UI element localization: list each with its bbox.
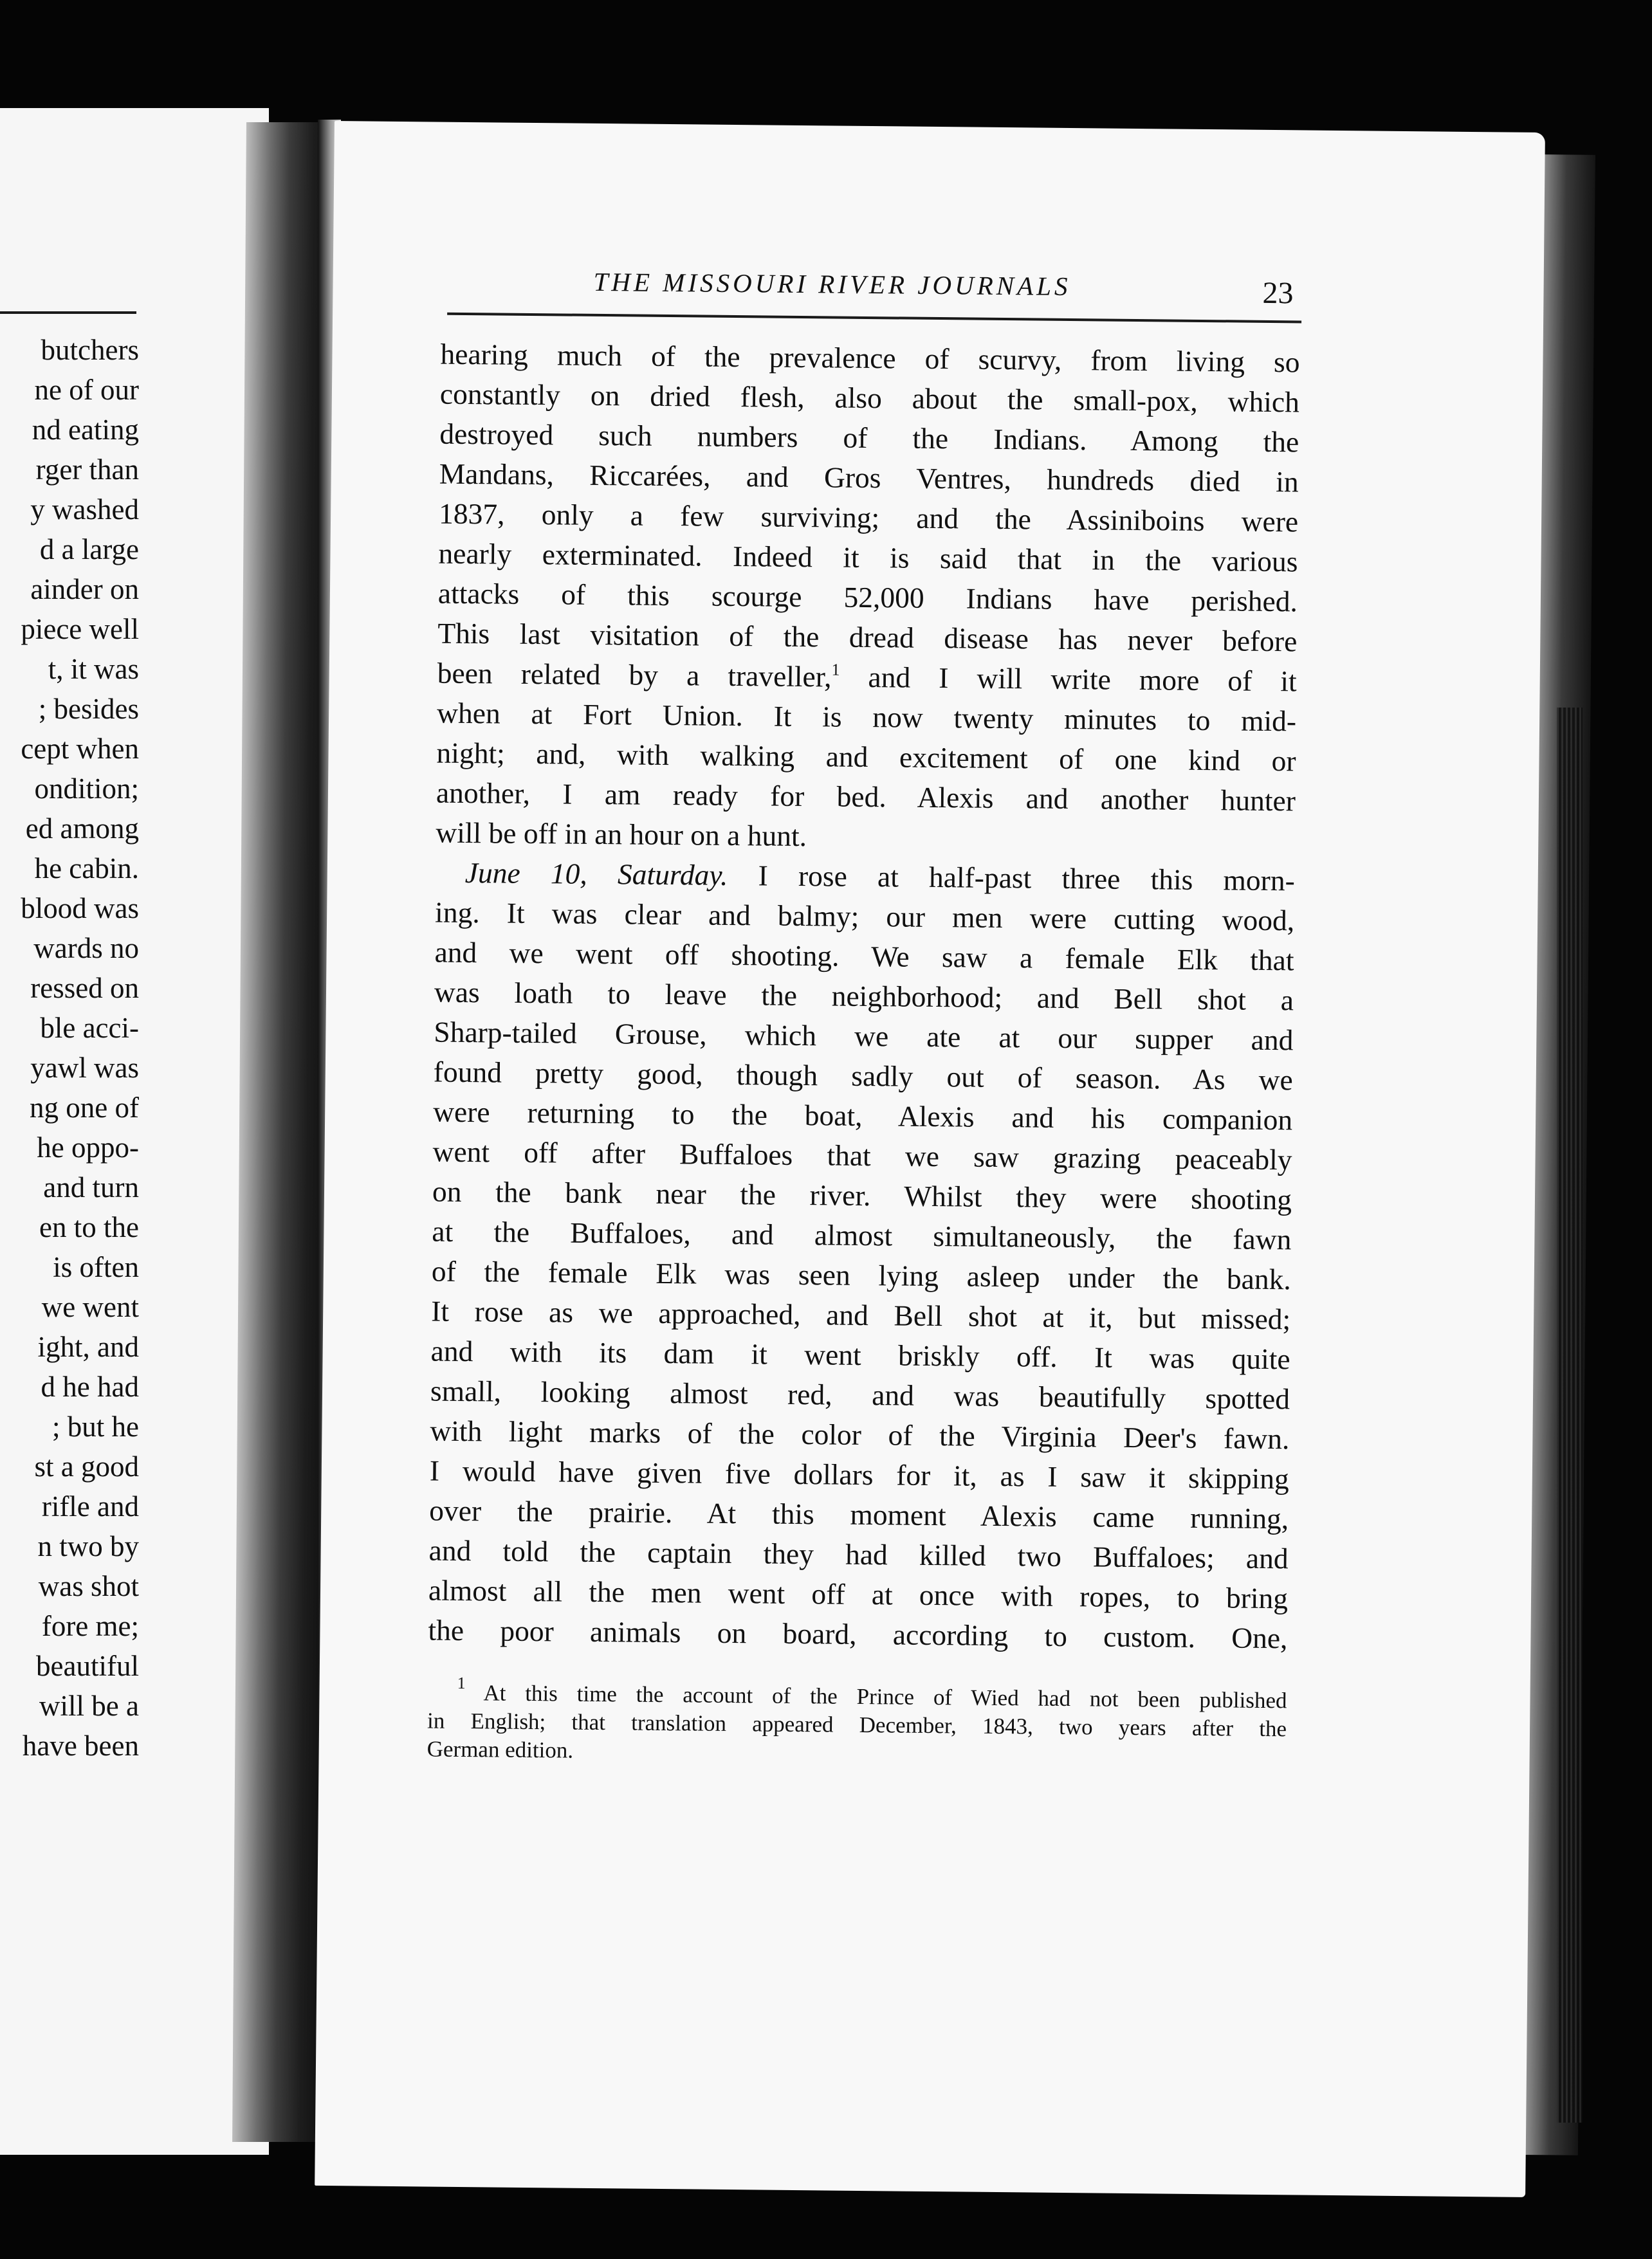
left-text-line: beautiful [36, 1650, 139, 1682]
left-text-line: blood was [21, 892, 139, 924]
footnote [427, 1673, 1287, 1772]
text-line: destroyed such numbers of the Indians. Among the [439, 417, 1299, 459]
left-header-rule [0, 311, 136, 314]
left-text-line: ed among [25, 812, 139, 845]
left-text-line: yawl was [30, 1052, 139, 1084]
text-line: on the bank near the river. Whilst they were shooting [432, 1175, 1292, 1216]
left-text-line: wards no [33, 932, 139, 964]
page-number: 23 [1262, 275, 1294, 311]
text-line: will be off in an hour on a hunt. [436, 816, 807, 853]
text-line: night; and, with walking and excitement of one kind or [436, 736, 1296, 778]
text-line: found pretty good, though sadly out of season. As we [433, 1055, 1294, 1097]
text-line: small, looking almost red, and was beautifully spotted [430, 1374, 1290, 1416]
text-line: and told the captain they had killed two Buffaloes; and [428, 1533, 1289, 1575]
text-line: nearly exterminated. Indeed it is said that in the various [438, 536, 1298, 578]
body-text [428, 334, 1300, 1659]
left-text-line: piece well [21, 613, 139, 645]
left-text-line: ng one of [30, 1092, 139, 1124]
left-text-line: n two by [37, 1530, 139, 1562]
text-line: This last visitation of the dread disease has never before [437, 616, 1298, 658]
entry-date: June 10, Saturday. [464, 856, 728, 892]
text-line: of the female Elk was seen lying asleep under the bank. [431, 1254, 1292, 1296]
text-line: constantly on dried flesh, also about the small-pox, which [439, 377, 1300, 419]
left-text-line: ressed on [30, 972, 139, 1004]
left-text-line: t, it was [48, 653, 139, 685]
running-head: THE MISSOURI RIVER JOURNALS [593, 266, 1071, 301]
left-page [0, 108, 269, 2155]
text-line: 1837, only a few surviving; and the Assiniboins were [438, 497, 1299, 538]
left-text-line: y washed [30, 493, 139, 526]
text-line: ing. It was clear and balmy; our men were cutting wood, [434, 895, 1295, 937]
left-text-line: en to the [39, 1211, 139, 1243]
left-text-line: he oppo- [37, 1131, 139, 1164]
right-page [315, 121, 1545, 2197]
left-text-line: was shot [38, 1570, 139, 1602]
footnote-line: in English; that translation appeared December, 1843, two years after the [427, 1708, 1287, 1742]
text-line: Sharp-tailed Grouse, which we ate at our supper and [434, 1015, 1294, 1057]
left-text-line: ight, and [37, 1331, 139, 1363]
footnote-line: German edition. [427, 1736, 574, 1763]
text-line: over the prairie. At this moment Alexis came running, [429, 1494, 1289, 1535]
left-text-line: ne of our [34, 374, 139, 406]
left-text-line: ; but he [52, 1411, 139, 1443]
text-line: went off after Buffaloes that we saw grazing peaceably [432, 1135, 1292, 1176]
text-line: and with its dam it went briskly off. It was quite [430, 1334, 1290, 1376]
text-line: when at Fort Union. It is now twenty minutes to mid- [436, 696, 1297, 738]
left-text-line: ble acci- [40, 1012, 139, 1044]
text-fragment: and I will write more of it [840, 660, 1297, 698]
left-text-line: d a large [39, 533, 139, 565]
left-text-line: is often [53, 1251, 139, 1283]
left-text-line: cept when [21, 733, 139, 765]
left-text-line: ondition; [34, 773, 139, 805]
left-text-line: will be a [39, 1690, 139, 1722]
text-line: and we went off shooting. We saw a female Elk that [434, 935, 1294, 977]
left-text-line: he cabin. [34, 852, 139, 884]
left-text-line: ainder on [30, 573, 139, 605]
text-fragment: I rose at half-past three this morn- [728, 858, 1295, 897]
header-rule [447, 313, 1301, 324]
text-line: were returning to the boat, Alexis and his companion [432, 1095, 1293, 1137]
left-text-line: d he had [41, 1371, 139, 1403]
text-line: was loath to leave the neighborhood; and Bell shot a [434, 975, 1294, 1017]
text-line: at the Buffaloes, and almost simultaneously, the fawn [432, 1214, 1292, 1256]
text-line: I would have given five dollars for it, as I saw it skipping [429, 1454, 1290, 1495]
text-line: almost all the men went off at once with ropes, to bring [428, 1573, 1289, 1615]
text-fragment: At this time the account of the Prince of Wied had not been published [465, 1680, 1287, 1714]
text-line: Mandans, Riccarées, and Gros Ventres, hundreds died in [439, 457, 1299, 498]
footnote-marker: 1 [457, 1673, 466, 1693]
text-fragment: been related by a traveller, [437, 656, 832, 693]
text-line: hearing much of the prevalence of scurvy, from living so [440, 337, 1300, 379]
left-text-line: st a good [34, 1450, 139, 1483]
left-text-line: ; besides [38, 693, 139, 725]
text-line: with light marks of the color of the Virginia Deer's fawn. [430, 1414, 1290, 1456]
text-line: It rose as we approached, and Bell shot at it, but missed; [431, 1294, 1291, 1336]
left-text-line: have been [22, 1730, 139, 1762]
left-text-line: rifle and [41, 1490, 139, 1523]
left-text-line: nd eating [32, 414, 139, 446]
left-text-line: we went [41, 1291, 139, 1323]
footnote-ref: 1 [831, 660, 840, 679]
text-line: attacks of this scourge 52,000 Indians have perished. [437, 576, 1298, 618]
left-text-line: fore me; [41, 1610, 139, 1642]
left-text-line: and turn [43, 1171, 139, 1203]
text-line: another, I am ready for bed. Alexis and another hunter [436, 776, 1296, 818]
text-line: the poor animals on board, according to custom. One, [428, 1613, 1288, 1655]
left-text-line: butchers [41, 334, 139, 366]
left-text-line: rger than [35, 453, 139, 486]
left-page-text [0, 330, 139, 1766]
page-edge-texture [1557, 708, 1583, 2123]
